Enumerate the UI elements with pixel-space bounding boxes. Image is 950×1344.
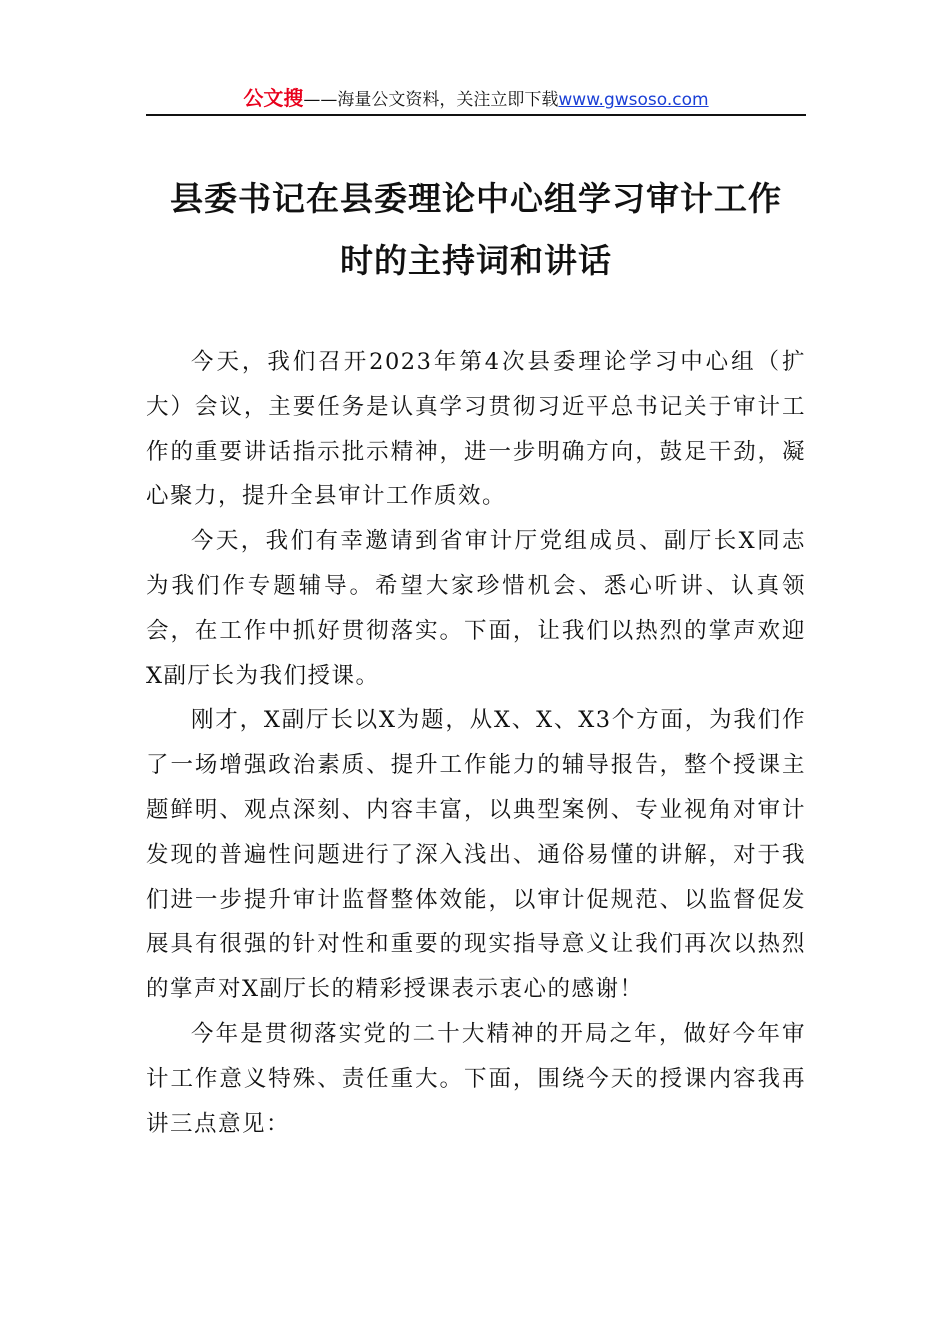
document-title bbox=[146, 168, 806, 292]
body-paragraph: 刚才，X副厅长以X为题，从X、X、X3个方面，为我们作了一场增强政治素质、提升工作能力的辅导报告，整个授课主题鲜明、观点深刻、内容丰富，以典型案例、专业视角对审计发现的普遍性问题进行了深入浅出、通俗易懂的讲解，对于我们进一步提升审计监督整体效能，以审计促规范、以监督促发展具有很强的针对性和重要的现实指导意义让我们再次以热烈的掌声对X副厅长的精彩授课表示衷心的感谢！ bbox=[146, 707, 806, 1003]
body-paragraph: 今天，我们召开2023年第4次县委理论学习中心组（扩大）会议，主要任务是认真学习贯彻习近平总书记关于审计工作的重要讲话指示批示精神，进一步明确方向，鼓足干劲，凝心聚力，提升全县审计工作质效。 bbox=[146, 349, 806, 510]
website-link[interactable]: www.gwsoso.com bbox=[558, 90, 709, 110]
title-line: 时的主持词和讲话 bbox=[340, 241, 612, 280]
brand-name: 公文搜 bbox=[243, 86, 304, 110]
header-tagline: ——海量公文资料，关注立即下载 bbox=[303, 90, 559, 110]
body-paragraph: 今天，我们有幸邀请到省审计厅党组成员、副厅长X同志为我们作专题辅导。希望大家珍惜机会、悉心听讲、认真领会，在工作中抓好贯彻落实。下面，让我们以热烈的掌声欢迎X副厅长为我们授课。 bbox=[146, 528, 806, 689]
page-header bbox=[146, 84, 806, 112]
header-divider bbox=[146, 114, 806, 116]
document-body bbox=[146, 340, 806, 1146]
title-line: 县委书记在县委理论中心组学习审计工作 bbox=[170, 179, 782, 218]
body-paragraph: 今年是贯彻落实党的二十大精神的开局之年，做好今年审计工作意义特殊、责任重大。下面，围绕今天的授课内容我再讲三点意见： bbox=[146, 1020, 806, 1137]
